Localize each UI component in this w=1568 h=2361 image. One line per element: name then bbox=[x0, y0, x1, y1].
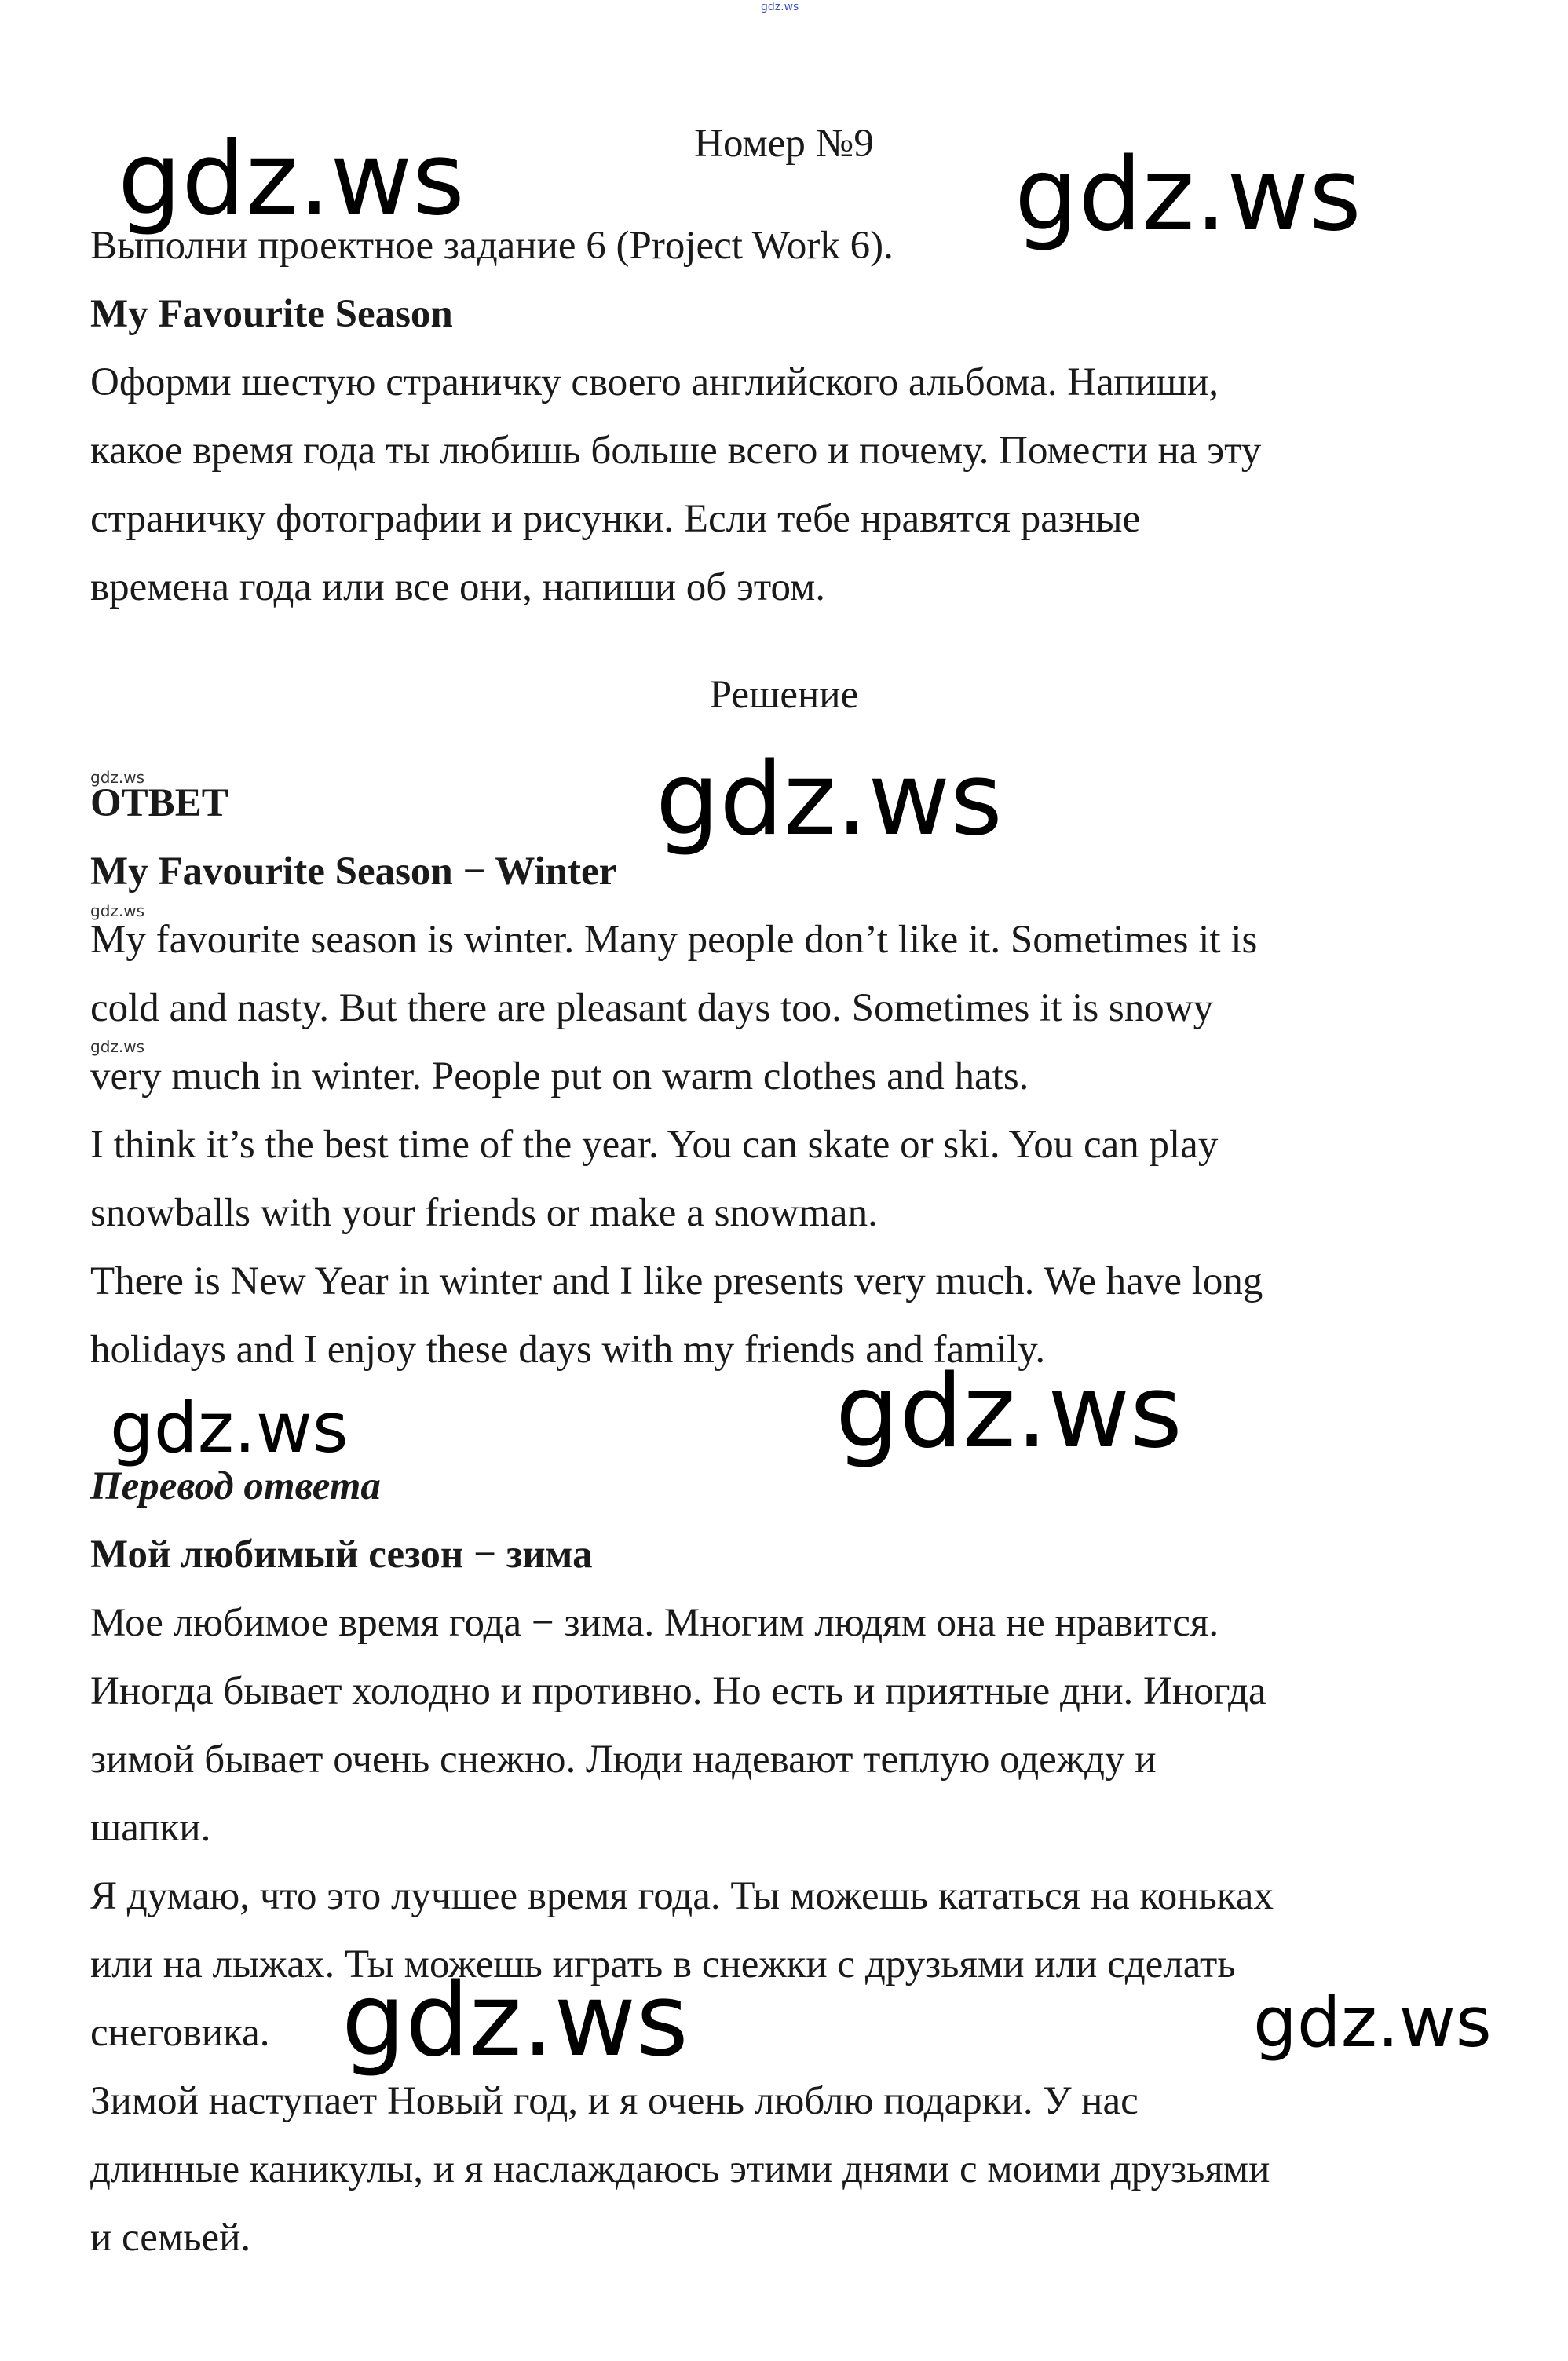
small-watermark: gdz.ws bbox=[90, 768, 145, 787]
task-line: какое время года ты любишь больше всего и почему. Помести на эту bbox=[90, 429, 1262, 473]
translation-line: или на лыжах. Ты можешь играть в снежки с друзьями или сделать bbox=[90, 1943, 1236, 1986]
answer-line: holidays and I enjoy these days with my friends and family. bbox=[90, 1328, 1046, 1372]
translation-line: Мое любимое время года − зима. Многим людям она не нравится. bbox=[90, 1601, 1219, 1645]
task-instruction: Выполни проектное задание 6 (Project Work 6). bbox=[90, 224, 894, 268]
small-watermark: gdz.ws bbox=[90, 1037, 145, 1056]
translation-title: Мой любимый сезон − зима bbox=[90, 1533, 593, 1577]
answer-line: very much in winter. People put on warm clothes and hats. bbox=[90, 1054, 1029, 1098]
watermark-logo: gdz.ws bbox=[118, 121, 465, 238]
translation-line: шапки. bbox=[90, 1806, 211, 1850]
answer-label: ОТВЕТ bbox=[90, 781, 228, 825]
answer-line: I think it’s the best time of the year. You can skate or ski. You can play bbox=[90, 1123, 1219, 1167]
answer-title: My Favourite Season − Winter bbox=[90, 850, 617, 894]
answer-line: There is New Year in winter and I like presents very much. We have long bbox=[90, 1259, 1263, 1303]
solution-heading: Решение bbox=[709, 673, 859, 717]
watermark-logo: gdz.ws bbox=[1253, 1982, 1492, 2063]
answer-line: My favourite season is winter. Many people don’t like it. Sometimes it is bbox=[90, 918, 1258, 962]
task-line: страничку фотографии и рисунки. Если тебе нравятся разные bbox=[90, 497, 1141, 541]
watermark-logo: gdz.ws bbox=[835, 1354, 1182, 1471]
task-line: Оформи шестую страничку своего английского альбома. Напиши, bbox=[90, 360, 1219, 404]
answer-line: cold and nasty. But there are pleasant days too. Sometimes it is snowy bbox=[90, 986, 1214, 1030]
translation-line: снеговика. bbox=[90, 2011, 270, 2055]
watermark-logo: gdz.ws bbox=[342, 1962, 689, 2079]
translation-line: длинные каникулы, и я наслаждаюсь этими днями с моими друзьями bbox=[90, 2147, 1270, 2191]
translation-line: зимой бывает очень снежно. Люди надевают теплую одежду и bbox=[90, 1738, 1157, 1782]
top-watermark: gdz.ws bbox=[761, 1, 799, 13]
task-line: времена года или все они, напиши об этом. bbox=[90, 565, 826, 609]
watermark-logo: gdz.ws bbox=[110, 1387, 349, 1468]
translation-line: Я думаю, что это лучшее время года. Ты можешь кататься на коньках bbox=[90, 1874, 1274, 1918]
watermark-logo: gdz.ws bbox=[1014, 137, 1361, 254]
translation-line: Зимой наступает Новый год, и я очень люблю подарки. У нас bbox=[90, 2079, 1139, 2123]
answer-line: snowballs with your friends or make a snowman. bbox=[90, 1191, 878, 1235]
watermark-logo: gdz.ws bbox=[656, 741, 1003, 858]
task-title: My Favourite Season bbox=[90, 292, 453, 336]
translation-line: и семьей. bbox=[90, 2216, 251, 2260]
translation-label: Перевод ответа bbox=[90, 1464, 381, 1508]
exercise-number: Номер №9 bbox=[694, 122, 874, 166]
translation-line: Иногда бывает холодно и противно. Но есть и приятные дни. Иногда bbox=[90, 1669, 1266, 1713]
small-watermark: gdz.ws bbox=[90, 901, 145, 920]
